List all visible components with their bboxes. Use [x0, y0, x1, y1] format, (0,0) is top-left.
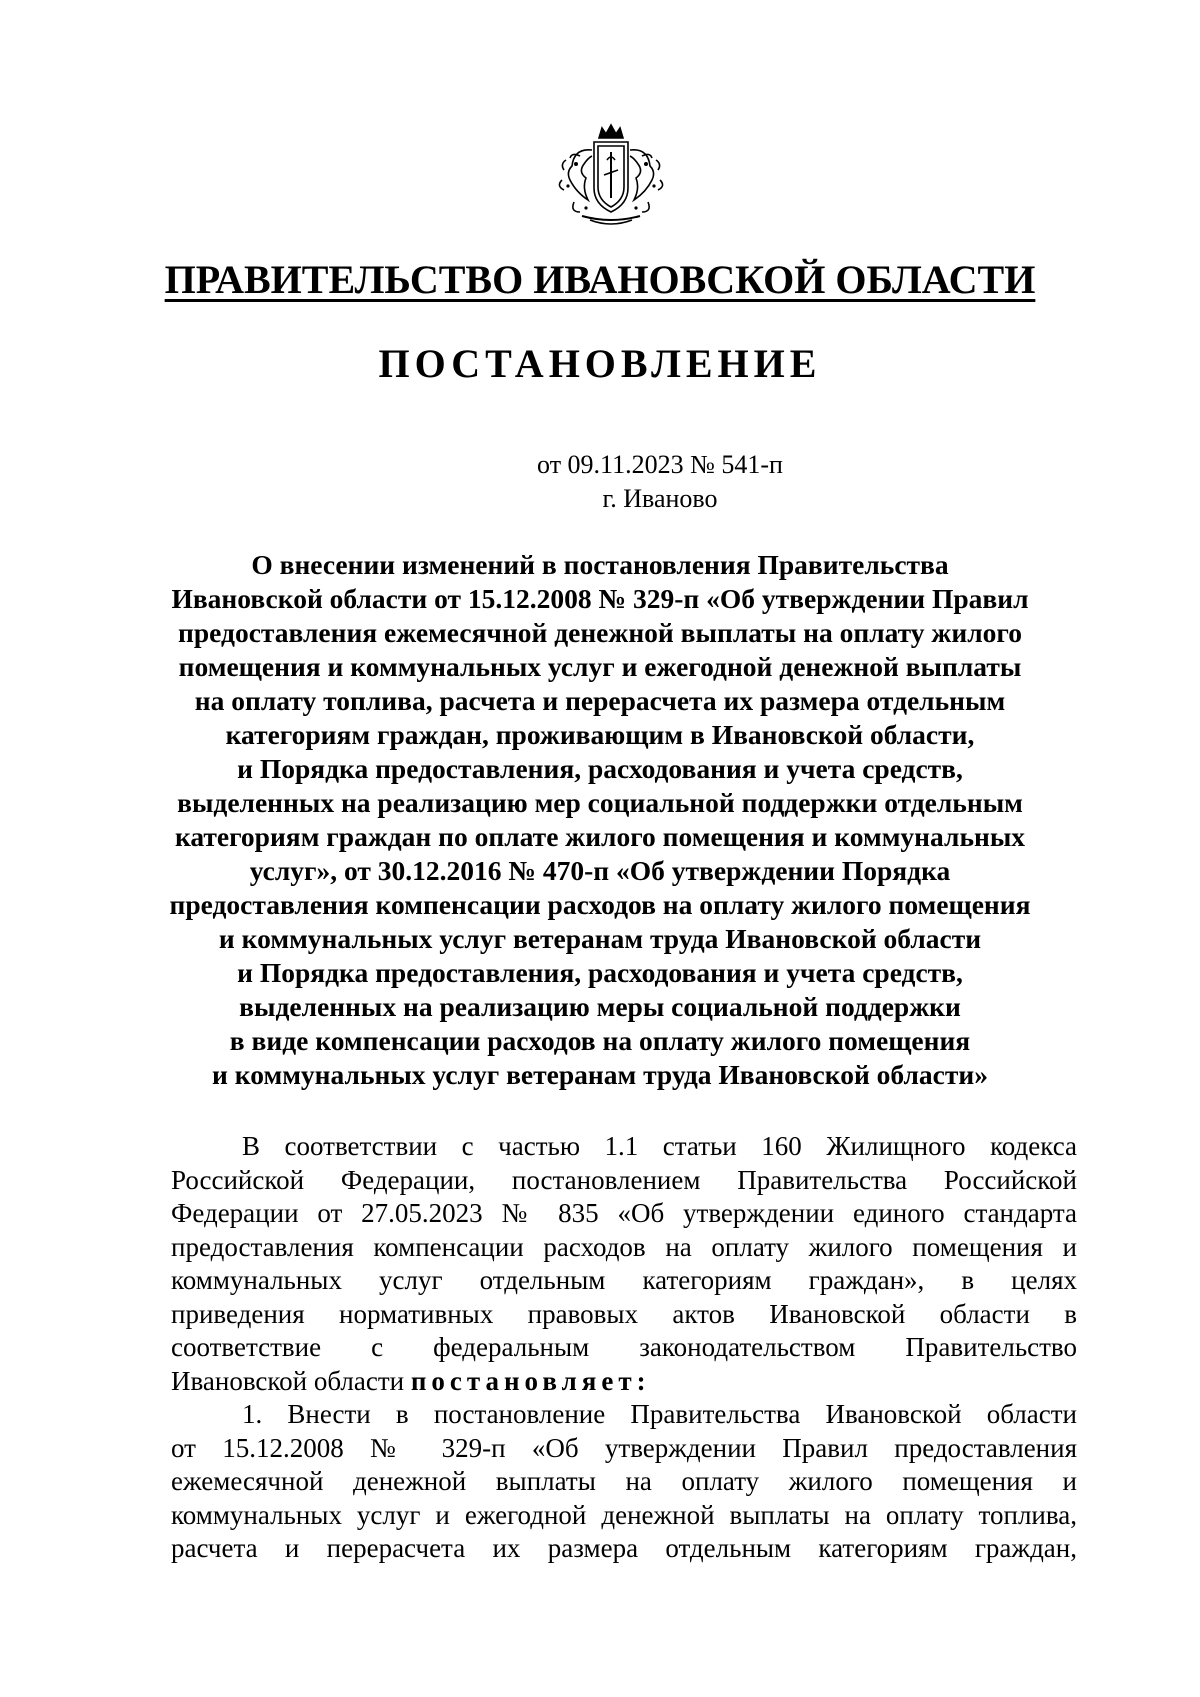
item1-line: коммунальных услуг и ежегодной денежной выплаты на оплату топлива,: [171, 1499, 1077, 1530]
item1-line: ежемесячной денежной выплаты на оплату жилого помещения и: [171, 1466, 1077, 1496]
government-title: [0, 256, 1200, 304]
preamble-last-text: Ивановской области: [171, 1365, 405, 1396]
government-name: ПРАВИТЕЛЬСТВО ИВАНОВСКОЙ ОБЛАСТИ: [164, 257, 1036, 302]
item1-line: 1. Внести в постановление Правительства Ивановской области: [242, 1399, 1077, 1429]
document-body: [171, 1130, 1077, 1566]
subject-line: и Порядка предоставления, расходования и учета средств,: [237, 957, 963, 988]
preamble-line: предоставления компенсации расходов на оплату жилого помещения и: [171, 1231, 1077, 1262]
subject-line: в виде компенсации расходов на оплату жилого помещения: [229, 1025, 971, 1056]
preamble-line: Российской Федерации, постановлением Правительства Российской: [171, 1164, 1077, 1195]
preamble-line: В соответствии с частью 1.1 статьи 160 Жилищного кодекса: [242, 1131, 1077, 1161]
subject-line: помещения и коммунальных услуг и ежегодной денежной выплаты: [178, 651, 1022, 682]
item1-line: от 15.12.2008 № 329-п «Об утверждении Правил предоставления: [171, 1432, 1077, 1463]
city: г. Иваново: [602, 484, 718, 513]
document-type-title: ПОСТАНОВЛЕНИЕ: [378, 341, 822, 386]
subject-line: предоставления компенсации расходов на оплату жилого помещения: [169, 889, 1031, 920]
date-number: от 09.11.2023 № 541-п: [537, 450, 783, 479]
subject-line: и коммунальных услуг ветеранам труда Ивановской области: [218, 923, 982, 954]
subject-line: выделенных на реализацию меры социальной поддержки: [239, 991, 961, 1022]
preamble-line: приведения нормативных правовых актов Ивановской области в: [171, 1298, 1077, 1329]
subject-line: выделенных на реализацию мер социальной поддержки отдельным: [177, 787, 1023, 818]
document-meta: [300, 448, 1020, 516]
document-subject: [150, 548, 1050, 1092]
subject-line: на оплату топлива, расчета и перерасчета их размера отдельным: [194, 685, 1006, 716]
coat-of-arms-icon: [552, 120, 670, 230]
subject-line: Ивановской области от 15.12.2008 № 329-п «Об утверждении Правил: [171, 583, 1029, 614]
subject-line: предоставления ежемесячной денежной выплаты на оплату жилого: [178, 617, 1022, 648]
preamble-final-line: [171, 1365, 1077, 1399]
subject-line: О внесении изменений в постановления Правительства: [251, 549, 949, 580]
subject-line: услуг», от 30.12.2016 № 470-п «Об утверждении Порядка: [249, 855, 951, 886]
subject-line: и коммунальных услуг ветеранам труда Ивановской области»: [212, 1059, 988, 1090]
subject-line: категориям граждан по оплате жилого помещения и коммунальных: [174, 821, 1026, 852]
preamble-line: коммунальных услуг отдельным категориям граждан», в целях: [171, 1265, 1077, 1295]
subject-line: категориям граждан, проживающим в Ивановской области,: [225, 719, 975, 750]
subject-line: и Порядка предоставления, расходования и учета средств,: [237, 753, 963, 784]
decree-word: постановляет:: [410, 1365, 651, 1396]
preamble-line: соответствие с федеральным законодательством Правительство: [171, 1332, 1077, 1362]
item1-line: расчета и перерасчета их размера отдельным категориям граждан,: [171, 1533, 1077, 1563]
preamble-line: Федерации от 27.05.2023 № 835 «Об утверждении единого стандарта: [171, 1198, 1077, 1228]
